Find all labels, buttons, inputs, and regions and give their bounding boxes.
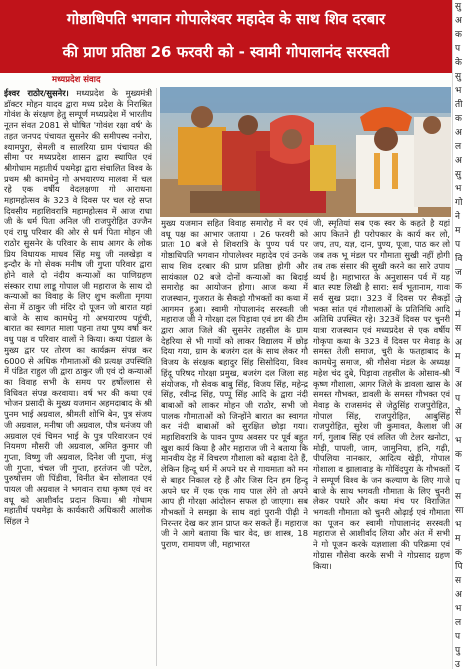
strip-fragment: स (455, 492, 462, 502)
strip-fragment: अ (455, 128, 462, 138)
headline-line-1: गोष्ठाधिपति भगवान गोपालेश्वर महादेव के साथ शिव दरबार (66, 10, 386, 28)
strip-fragment: प (455, 240, 461, 250)
strip-fragment: अ (455, 590, 462, 600)
strip-fragment: अ (455, 380, 462, 390)
strip-fragment: भ (455, 86, 462, 96)
strip-fragment: व (455, 366, 461, 376)
strip-fragment: स (455, 576, 462, 586)
strip-fragment: भ (455, 436, 462, 446)
article-column-middle: मुख्य यजमान सहित विवाह समारोह में वर एवं वधू पक्ष का आभार जताया । 26 फरवरी को प्रातः 10 बजे से शिवरात्रि के पुण्य पर्व पर गोष्ठाधिपति भगवान गोपालेश्वर महादेव एवं उनके साथ शिव दरबार की प्राण प्रतिष्ठा होगी और सायंकाल 02 बजे दोनों कन्याओं का बिदाई समारोह का आयोजन होगा। आज कथा में राजस्थान, गुजरात के सैकड़ो गौभक्तों का कथा में आगमन हुआ। स्वामी गोपालानंद सरस्वती जी महाराज जी ने गोरक्षा दल पिड़ावा एवं डग की टीम द्वारा आज जिले की सुसनेर तहसील के ग्राम देहरिया से भी गायों को लाकर विद्यालय में छोड़ दिया गया, ग्राम के बजरंग दल के साथ लेकर गौ विजय के संरक्षक बहादुर सिंह सिसोदिया, विश्व हिंदू परिषद गोरक्षा प्रमुख, बजरंग दल जिला सह संयोजक, गौ सेवक बाबु सिंह, विजय सिंह, महेन्द्र सिंह, रवीन्द्र सिंह, पप्पू सिंह आदि के द्वारा नंदी बाबाओं को लाकर मोहन जी राठोर, सभी जो पालक गौमाताओं को जिन्होंने बारात का स्वागत कर नंदी बाबाओं को सुरक्षित छोड़ा गया। महाशिवरात्रि के पावन पुण्य अवसर पर पूर्व बहुत खुश कार्य किया है और महाराज जी ने बताया कि मानवीय देह में विचरण गौशाला को बढ़ावा देते हैं, लेकिन हिन्दू धर्म में अपने घर से गायमाता को मन से बाहर निकाल रहे हैं और जिस दिन हम हिन्दू अपने घर में एक एक गाय पाल लेंगे तो अपने आप ही गोरक्षा आंदोलन सफल हो जाएगा। सब गौभक्तों ने समझा के साथ वहां पुरानी पीढ़ी ने निरन्तर देख कर ज्ञान प्राप्त कर सकते हैं। महाराज जी ने आगे बताया कि चार वेद, छः शास्त्र, 18 पुराण, रामायण जी, महाभारत (161, 218, 308, 550)
strip-fragment: क (455, 548, 462, 558)
strip-fragment: क (455, 282, 462, 292)
dateline: ईश्वर राठोर/सुसनेर। (4, 88, 69, 98)
strip-fragment: भ (455, 604, 462, 614)
strip-fragment: क (455, 30, 462, 40)
strip-fragment: अ (455, 16, 462, 26)
strip-fragment: क (455, 450, 462, 460)
strip-fragment: ज (455, 268, 462, 278)
strip-fragment: अ (455, 338, 462, 348)
strip-fragment: अ (455, 422, 462, 432)
strip-fragment: ल (455, 618, 462, 628)
article-column-left (4, 88, 152, 666)
strip-fragment: जे (455, 296, 462, 306)
strip-fragment: मं (455, 310, 461, 320)
strip-fragment: सु (455, 72, 462, 82)
strip-fragment: म (455, 226, 461, 236)
event-photo-illustration (160, 87, 451, 217)
strip-fragment: ने (455, 212, 460, 222)
strip-fragment: ल (455, 142, 462, 152)
strip-fragment: प (455, 478, 461, 488)
strip-fragment: प (455, 394, 461, 404)
strip-fragment: ती (455, 100, 463, 110)
strip-fragment: उ (455, 660, 460, 669)
strip-fragment: प (455, 44, 461, 54)
column-divider (156, 88, 157, 666)
strip-fragment: क (455, 114, 462, 124)
strip-fragment: सा (455, 506, 464, 516)
strip-fragment: भ (455, 184, 462, 194)
strip-fragment: सु (455, 2, 462, 12)
strip-fragment: सु (455, 170, 462, 180)
adjacent-article-strip (452, 0, 465, 669)
event-photo (160, 87, 451, 217)
strip-fragment: अ (455, 156, 462, 166)
headline-banner (0, 0, 452, 73)
strip-fragment: स (455, 324, 462, 334)
strip-fragment: पु (455, 646, 461, 656)
article-text-left: मध्यप्रदेश के मुख्यमंत्री डॉक्टर मोहन यादव द्वारा मध्य प्रदेश के निराश्रित गोवंश के संरक्षण हेतु सम्पूर्ण मध्यप्रदेश में भारतीय नूतन संवत 2081 से घोषित 'गोवंश रक्षा वर्ष' के तहत जनपद पंचायत सुसनेर की समीपस्थ ननोरा, श्यामपुरा, सेमली व सालरिया ग्राम पंचायत की सीमा पर मध्यप्रदेश शासन द्वारा स्थापित एवं श्रीगोधाम महातीर्थ पथमेड़ा द्वारा संचालित विश्व के प्रथम श्री कामधेनु गो अभयारण्य मालवा में चल रहे एक वर्षीय वेदलक्षणा गो आराधना महामहोत्सव के 323 वे दिवस पर चल रहे सप्त दिवसीय महाशिवरात्रि महामहोत्सव में आज राधा जी के धर्म पिता अनिल जी राजपुरोहित उज्जैन एवं राधु परिवार की ओर से धर्म पिता मोहन जी राठोर सुसनेर के परिवार के साथ आगर के लोक प्रिय विधायक माधव सिंह मधु जी नलखेड़ा व इन्दौर के गो सेवक मनीष जी गुप्ता परिवार द्वारा होने वाले दो नंदीय कन्याओं का पाणिग्रहण संस्कार राधा लाडू गोपाल जी महाराज के साथ दो कन्याओं का विवाह के लिए शुभ कलीता मृगया सेना में ठाकुर जी मंदिर दो पूजन जो बारात यहां बाजे के साथ कामधेनु गो अभयारण्य पहुंची, बारात का स्वागत माला पहना तथा पुष्प वर्षा कर वधु पक्ष व परिवार वालों ने किया। कथा पंडाल के मुख्य द्वार पर तोरण का कार्यक्रम संपन्न कर 6000 से अधिक गौमाताओं की प्रत्यक्ष उपस्थिति में पंडित राहुल जी द्वारा ठाकुर जी एवं दो कन्याओं का विवाह सभी के समय पर हर्षोल्लास से विधिवत संपन्न करवाया। वर्ष भर की कथा एवं भोजन प्रसादी के मुख्य यजमान अहमदाबाद के श्री पुनम भाई अग्रवाल, श्रीमती शोभि बेन, पुत्र संजय जी अग्रवाल, मनीषा जी अग्रवाल, पौत्र धनंजय जी अग्रवाल एवं चिमन भाई के पुत्र परिवारजन एवं नियमण मौसरी जी अग्रवाल, अमित कुमार जी गुप्ता, विष्णु जी अग्रवाल, दिनेश जी गुप्ता, मंजु जी गुप्ता, चंचल जी गुप्ता, हरतंजन जी पटेल, पुरुषोत्तम जी पिंडीवा, विनीत बेन सोलावत एवं पायल जी अग्रवाल ने भगवान राधा कृष्ण एवं वर वधू को आशीर्वाद प्रदान किया। श्री गोधाम महातीर्थ पथमेड़ा के कार्यकारी अधिकारी आलोक सिंहल ने (4, 88, 152, 527)
headline-line-2: की प्राण प्रतिष्ठा 26 फरवरी को - स्वामी गोपालानंद सरस्वती (62, 43, 390, 61)
strip-fragment: गो (455, 198, 463, 208)
article-column-right: जी, स्मृतियां सब एक स्वर के कहते है यहां आप कितने ही परोपकार के कार्य कर लो, जप, तप, यज्ञ, दान, पुण्य, पूजा, पाठ कर लो जब तक भू मंडल पर गौमाता सुखी नहीं होगी तब तक संसार की सुखी करने का सारे उपाय व्यर्थ है। महाभारत के अनुशासन पर्व में यह बात स्पष्ट लिखी है सारा: सर्व भूतानाम, गावः सर्व सुख प्रदाः। 323 वें दिवस पर सैकड़ों भक्त सांत एवं गौशालाओं के प्रतिनिधि आदि अतिथि उपस्थित रहे। 323वें दिवस पर चुनरी यात्रा राजस्थान एवं मध्यप्रदेश से एक वर्षीय गोकृपा कथा के 323 वें दिवस पर मेवाड़ के समस्त तेली समाज, चुरी के फतहाबाद के कामधेनु समाज, श्री गौसेवा मंडल के अध्यक्ष महेश चंद दुबे, पिड़ावा तहसील के ओसाव-श्री कृष्ण गौशाला, आगर जिले के डावला खास के समस्त गौभक्त, डावली के समस्त गौभक्त एवं मेवाड़ के राजसमंद से जेठुसिंह राजपुरोहित, गोपाल सिंह, राजपुरोहित, आबुसिंह राजपुरोहित, सुरेश जी कुमावत, कैलाश जी गर्ग, गुलाब सिंह एवं ललित जी टेलर खनोटा, मोड़ी, पापली, जाम, जामुनिया, हनि, गढ़ी, पीपलिया नानकार, आदित्य खेड़ी, गोपाल गोशाला व झालावाड़ के गोविंदपुरा के गौभक्तों ने सम्पूर्ण विश्व के जन कल्याण के लिए गाजे बाजे के साथ भगवती गौमाता के लिए चुनरी लेकर पधारे और कथा मंच पर विराजित भगवती गौमाता को चुनरी ओढ़ाई एवं गौमाता का पूजन कर स्वामी गोपालानंद सरस्वती महाराज से आशीर्वाद लिया और अंत में सभी ने गो पूजन करके यज्ञशाला की परिक्रमा एवं गोग्रास गौसेवा करके सभी ने गोप्रसाद ग्रहण किया। (313, 218, 450, 571)
strip-fragment: से (455, 408, 462, 418)
strip-fragment: वि (455, 254, 463, 264)
strip-fragment: म (455, 534, 461, 544)
strip-fragment: म (455, 352, 461, 362)
section-tag: मध्यप्रदेश संवाद (52, 75, 101, 85)
strip-fragment: भ (455, 520, 462, 530)
strip-fragment: के (455, 58, 462, 68)
strip-fragment: प (455, 632, 461, 642)
strip-fragment: द (455, 464, 460, 474)
strip-fragment: पि (455, 562, 463, 572)
